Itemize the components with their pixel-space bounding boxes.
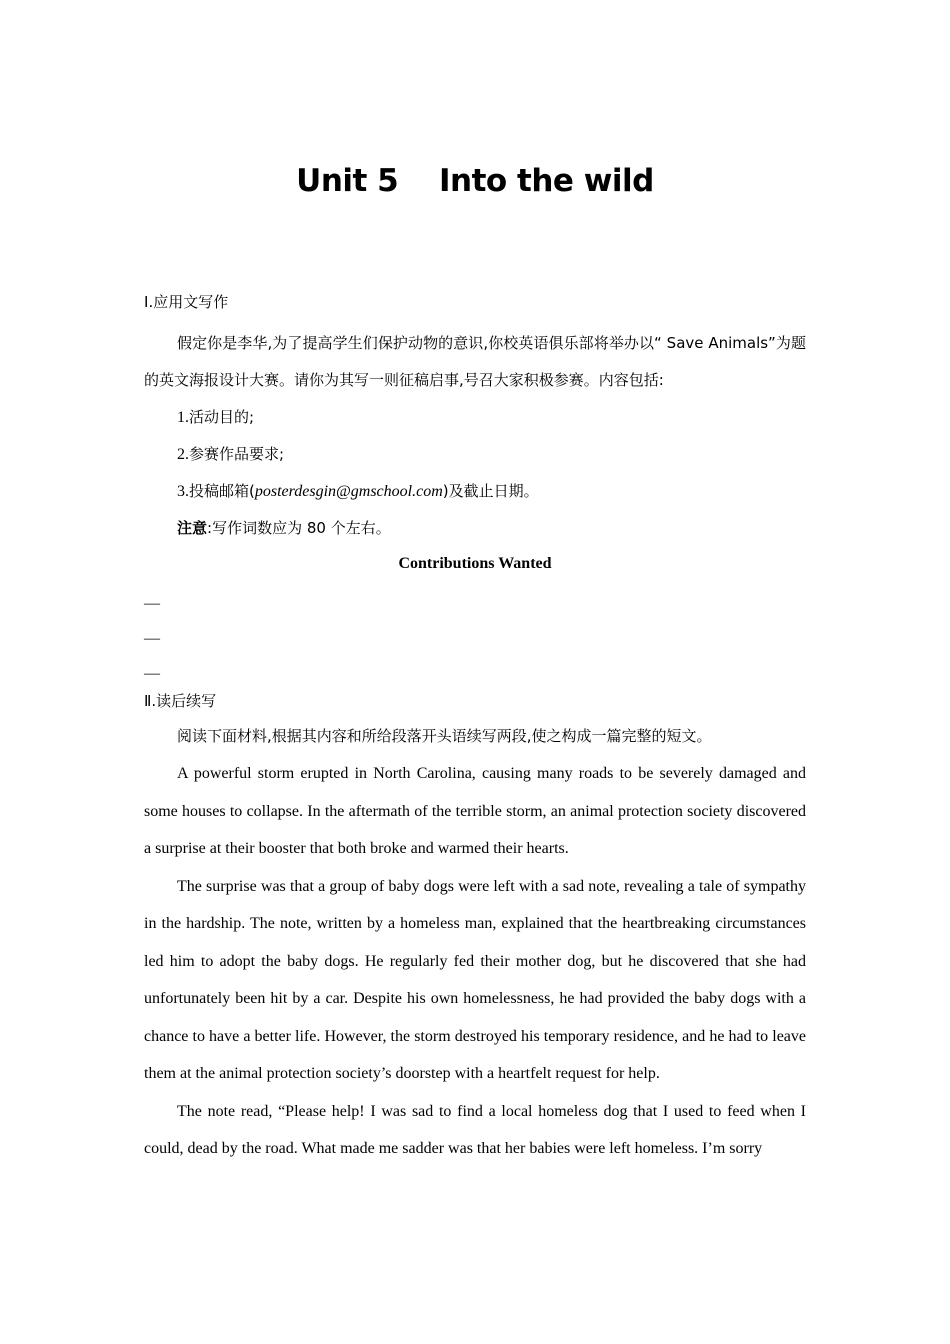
requirement-text: 参赛作品要求; — [189, 445, 285, 463]
requirement-item — [144, 473, 806, 510]
submission-email: posterdesgin@gmschool.com — [254, 483, 443, 500]
answer-blank-line: — — [144, 595, 160, 612]
requirement-number: 1. — [177, 409, 189, 426]
story-paragraph: A powerful storm erupted in North Carolina, causing many roads to be severely damaged and some houses to collapse. In the aftermath of the terrible storm, an animal protection society discovered a surprise at their booster that both broke and warmed their hearts. — [144, 765, 806, 857]
requirement-item — [144, 436, 806, 473]
requirement-number: 2. — [177, 446, 189, 463]
reading-instruction: 阅读下面材料,根据其内容和所给段落开头语续写两段,使之构成一篇完整的短文。 — [177, 727, 712, 745]
answer-title: Contributions Wanted — [398, 555, 552, 572]
note-label: 注意 — [177, 519, 208, 537]
word-count-note — [144, 510, 806, 546]
document-body — [144, 290, 806, 1168]
requirement-item — [144, 399, 806, 436]
story-paragraph: The surprise was that a group of baby dogs were left with a sad note, revealing a tale of sympathy in the hardship. The note, written by a homeless man, explained that the heartbreaking circumstances led him to adopt the baby dogs. He regularly fed their mother dog, but he discovered that she had unfortunately been hit by a car. Despite his own homelessness, he had provided the baby dogs with a chance to have a better life. However, the storm destroyed his temporary residence, and he had to leave them at the animal protection society’s doorstep with a heartfelt request for help. — [144, 877, 806, 1082]
note-text: :写作词数应为 80 个左右。 — [207, 519, 391, 537]
section-heading-writing — [144, 290, 806, 315]
section-title: .读后续写 — [151, 692, 217, 710]
requirement-text: 活动目的; — [189, 408, 255, 426]
writing-prompt: 假定你是李华,为了提高学生们保护动物的意识,你校英语俱乐部将举办以“ Save Animals”为题的英文海报设计大赛。请你为其写一则征稿启事,号召大家积极参赛。内容包括: — [144, 334, 806, 389]
answer-blank-line: — — [144, 665, 160, 682]
requirement-text: 投稿邮箱( — [189, 482, 255, 500]
answer-blank-line: — — [144, 630, 160, 647]
requirement-number: 3. — [177, 483, 189, 500]
story-paragraph: The note read, “Please help! I was sad to find a local homeless dog that I used to feed when I could, dead by the road. What made me sadder was that her babies were left homeless. I’m sorry — [144, 1102, 806, 1157]
section-number: Ⅰ — [144, 295, 149, 311]
section-title: .应用文写作 — [148, 293, 229, 311]
page-title: Unit 5 Into the wild — [296, 163, 654, 199]
section-number: Ⅱ — [144, 694, 152, 710]
section-heading-continuation — [144, 689, 806, 714]
requirement-text-end: )及截止日期。 — [442, 482, 539, 500]
